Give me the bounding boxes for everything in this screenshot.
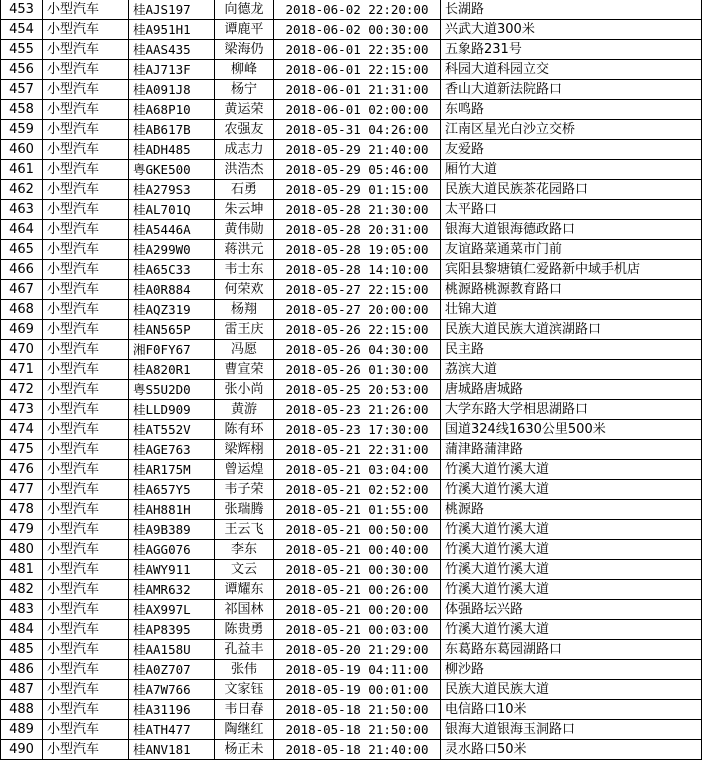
table-row	[1, 540, 702, 560]
plate-number-cell: 桂A299W0	[129, 240, 215, 260]
plate-number-cell: 桂AB617B	[129, 120, 215, 140]
plate-number-cell: 粤GKE500	[129, 160, 215, 180]
violation-time-cell: 2018-05-21 22:31:00	[274, 440, 441, 460]
owner-name-cell: 王云飞	[215, 520, 274, 540]
row-number-cell: 479	[1, 520, 43, 540]
plate-number-cell: 桂A820R1	[129, 360, 215, 380]
owner-name-cell: 杨宁	[215, 80, 274, 100]
plate-number-cell: 桂AT552V	[129, 420, 215, 440]
violation-time-cell: 2018-05-21 00:30:00	[274, 560, 441, 580]
owner-name-cell: 曹宣荣	[215, 360, 274, 380]
row-number-cell: 474	[1, 420, 43, 440]
table-row	[1, 720, 702, 740]
row-number-cell: 480	[1, 540, 43, 560]
table-row	[1, 600, 702, 620]
violation-time-cell: 2018-05-23 17:30:00	[274, 420, 441, 440]
vehicle-type-cell: 小型汽车	[43, 740, 129, 760]
owner-name-cell: 文云	[215, 560, 274, 580]
owner-name-cell: 张小尚	[215, 380, 274, 400]
vehicle-type-cell: 小型汽车	[43, 280, 129, 300]
plate-number-cell: 湘F0FY67	[129, 340, 215, 360]
vehicle-type-cell: 小型汽车	[43, 360, 129, 380]
vehicle-type-cell: 小型汽车	[43, 620, 129, 640]
violation-location-cell: 竹溪大道竹溪大道	[441, 460, 702, 480]
row-number-cell: 473	[1, 400, 43, 420]
violation-location-cell: 江南区星光白沙立交桥	[441, 120, 702, 140]
owner-name-cell: 梁辉栩	[215, 440, 274, 460]
vehicle-type-cell: 小型汽车	[43, 540, 129, 560]
vehicle-type-cell: 小型汽车	[43, 60, 129, 80]
table-row	[1, 60, 702, 80]
violation-time-cell: 2018-06-02 22:20:00	[274, 0, 441, 20]
plate-number-cell: 桂A091J8	[129, 80, 215, 100]
plate-number-cell: 桂A657Y5	[129, 480, 215, 500]
violation-location-cell: 灵水路口50米	[441, 740, 702, 760]
row-number-cell: 487	[1, 680, 43, 700]
owner-name-cell: 曾运煌	[215, 460, 274, 480]
violation-time-cell: 2018-05-28 20:31:00	[274, 220, 441, 240]
violation-time-cell: 2018-05-21 03:04:00	[274, 460, 441, 480]
violation-location-cell: 民族大道民族茶花园路口	[441, 180, 702, 200]
plate-number-cell: 桂AJS197	[129, 0, 215, 20]
table-row	[1, 220, 702, 240]
plate-number-cell: 桂AL701Q	[129, 200, 215, 220]
owner-name-cell: 黄游	[215, 400, 274, 420]
violation-location-cell: 太平路口	[441, 200, 702, 220]
violation-location-cell: 国道324线1630公里500米	[441, 420, 702, 440]
table-row	[1, 480, 702, 500]
row-number-cell: 471	[1, 360, 43, 380]
row-number-cell: 455	[1, 40, 43, 60]
plate-number-cell: 桂ATH477	[129, 720, 215, 740]
violation-location-cell: 电信路口10米	[441, 700, 702, 720]
violation-time-cell: 2018-05-18 21:50:00	[274, 720, 441, 740]
vehicle-type-cell: 小型汽车	[43, 300, 129, 320]
vehicle-type-cell: 小型汽车	[43, 200, 129, 220]
violation-time-cell: 2018-05-23 21:26:00	[274, 400, 441, 420]
row-number-cell: 464	[1, 220, 43, 240]
violation-location-cell: 柳沙路	[441, 660, 702, 680]
table-row	[1, 260, 702, 280]
table-row	[1, 240, 702, 260]
violation-time-cell: 2018-05-28 21:30:00	[274, 200, 441, 220]
violation-time-cell: 2018-05-29 05:46:00	[274, 160, 441, 180]
row-number-cell: 457	[1, 80, 43, 100]
table-row	[1, 460, 702, 480]
plate-number-cell: 桂A0R884	[129, 280, 215, 300]
violation-time-cell: 2018-05-21 00:20:00	[274, 600, 441, 620]
owner-name-cell: 杨正未	[215, 740, 274, 760]
violation-location-cell: 桃源路桃源教育路口	[441, 280, 702, 300]
violation-location-cell: 竹溪大道竹溪大道	[441, 560, 702, 580]
row-number-cell: 461	[1, 160, 43, 180]
vehicle-type-cell: 小型汽车	[43, 420, 129, 440]
violation-time-cell: 2018-05-21 02:52:00	[274, 480, 441, 500]
vehicle-type-cell: 小型汽车	[43, 480, 129, 500]
vehicle-type-cell: 小型汽车	[43, 460, 129, 480]
plate-number-cell: 桂ADH485	[129, 140, 215, 160]
violation-location-cell: 宾阳县黎塘镇仁爱路新中域手机店	[441, 260, 702, 280]
violation-location-cell: 民族大道民族大道滨湖路口	[441, 320, 702, 340]
violation-location-cell: 竹溪大道竹溪大道	[441, 540, 702, 560]
violation-location-cell: 大学东路大学相思湖路口	[441, 400, 702, 420]
row-number-cell: 488	[1, 700, 43, 720]
violation-location-cell: 竹溪大道竹溪大道	[441, 480, 702, 500]
row-number-cell: 477	[1, 480, 43, 500]
violation-location-cell: 民主路	[441, 340, 702, 360]
table-row	[1, 200, 702, 220]
row-number-cell: 453	[1, 0, 43, 20]
vehicle-type-cell: 小型汽车	[43, 320, 129, 340]
plate-number-cell: 桂AGE763	[129, 440, 215, 460]
vehicle-type-cell: 小型汽车	[43, 100, 129, 120]
violation-time-cell: 2018-06-02 00:30:00	[274, 20, 441, 40]
table-row	[1, 500, 702, 520]
owner-name-cell: 陈有环	[215, 420, 274, 440]
violation-time-cell: 2018-05-21 00:03:00	[274, 620, 441, 640]
owner-name-cell: 石勇	[215, 180, 274, 200]
violation-location-cell: 体强路坛兴路	[441, 600, 702, 620]
vehicle-type-cell: 小型汽车	[43, 0, 129, 20]
row-number-cell: 458	[1, 100, 43, 120]
plate-number-cell: 桂A279S3	[129, 180, 215, 200]
plate-number-cell: 粤S5U2D0	[129, 380, 215, 400]
plate-number-cell: 桂AN565P	[129, 320, 215, 340]
plate-number-cell: 桂A31196	[129, 700, 215, 720]
violation-location-cell: 桃源路	[441, 500, 702, 520]
owner-name-cell: 李东	[215, 540, 274, 560]
owner-name-cell: 韦子荣	[215, 480, 274, 500]
vehicle-type-cell: 小型汽车	[43, 560, 129, 580]
violation-location-cell: 兴武大道300米	[441, 20, 702, 40]
violation-location-cell: 五象路231号	[441, 40, 702, 60]
vehicle-type-cell: 小型汽车	[43, 640, 129, 660]
vehicle-type-cell: 小型汽车	[43, 520, 129, 540]
violation-time-cell: 2018-05-26 01:30:00	[274, 360, 441, 380]
violation-location-cell: 香山大道新法院路口	[441, 80, 702, 100]
plate-number-cell: 桂ANV181	[129, 740, 215, 760]
row-number-cell: 490	[1, 740, 43, 760]
plate-number-cell: 桂AR175M	[129, 460, 215, 480]
violation-location-cell: 唐城路唐城路	[441, 380, 702, 400]
plate-number-cell: 桂A5446A	[129, 220, 215, 240]
vehicle-type-cell: 小型汽车	[43, 660, 129, 680]
row-number-cell: 475	[1, 440, 43, 460]
table-row	[1, 160, 702, 180]
plate-number-cell: 桂LLD909	[129, 400, 215, 420]
violation-location-cell: 民族大道民族大道	[441, 680, 702, 700]
plate-number-cell: 桂AAS435	[129, 40, 215, 60]
owner-name-cell: 向德龙	[215, 0, 274, 20]
owner-name-cell: 韦士东	[215, 260, 274, 280]
row-number-cell: 467	[1, 280, 43, 300]
row-number-cell: 486	[1, 660, 43, 680]
owner-name-cell: 农强友	[215, 120, 274, 140]
vehicle-type-cell: 小型汽车	[43, 240, 129, 260]
plate-number-cell: 桂AWY911	[129, 560, 215, 580]
owner-name-cell: 陶继红	[215, 720, 274, 740]
owner-name-cell: 雷王庆	[215, 320, 274, 340]
table-row	[1, 660, 702, 680]
violation-location-cell: 长湖路	[441, 0, 702, 20]
table-row	[1, 40, 702, 60]
table-row	[1, 20, 702, 40]
row-number-cell: 485	[1, 640, 43, 660]
violation-location-cell: 东鸣路	[441, 100, 702, 120]
row-number-cell: 470	[1, 340, 43, 360]
owner-name-cell: 祁国林	[215, 600, 274, 620]
table-row	[1, 440, 702, 460]
owner-name-cell: 柳峰	[215, 60, 274, 80]
violation-time-cell: 2018-05-29 21:40:00	[274, 140, 441, 160]
vehicle-type-cell: 小型汽车	[43, 500, 129, 520]
row-number-cell: 484	[1, 620, 43, 640]
row-number-cell: 481	[1, 560, 43, 580]
table-row	[1, 580, 702, 600]
owner-name-cell: 文家钰	[215, 680, 274, 700]
owner-name-cell: 韦日春	[215, 700, 274, 720]
table-row	[1, 100, 702, 120]
violation-time-cell: 2018-05-21 00:50:00	[274, 520, 441, 540]
owner-name-cell: 陈贵勇	[215, 620, 274, 640]
violation-location-cell: 竹溪大道竹溪大道	[441, 580, 702, 600]
vehicle-type-cell: 小型汽车	[43, 180, 129, 200]
plate-number-cell: 桂A68P10	[129, 100, 215, 120]
violation-time-cell: 2018-05-20 21:29:00	[274, 640, 441, 660]
plate-number-cell: 桂AGG076	[129, 540, 215, 560]
table-row	[1, 640, 702, 660]
plate-number-cell: 桂AQZ319	[129, 300, 215, 320]
vehicle-type-cell: 小型汽车	[43, 40, 129, 60]
table-row	[1, 520, 702, 540]
owner-name-cell: 杨翔	[215, 300, 274, 320]
row-number-cell: 472	[1, 380, 43, 400]
plate-number-cell: 桂A65C33	[129, 260, 215, 280]
violation-time-cell: 2018-05-26 22:15:00	[274, 320, 441, 340]
row-number-cell: 489	[1, 720, 43, 740]
owner-name-cell: 何荣欢	[215, 280, 274, 300]
violation-time-cell: 2018-05-18 21:50:00	[274, 700, 441, 720]
violation-time-cell: 2018-06-01 02:00:00	[274, 100, 441, 120]
owner-name-cell: 洪浩杰	[215, 160, 274, 180]
row-number-cell: 469	[1, 320, 43, 340]
violation-time-cell: 2018-05-21 00:26:00	[274, 580, 441, 600]
vehicle-type-cell: 小型汽车	[43, 160, 129, 180]
owner-name-cell: 张瑞腾	[215, 500, 274, 520]
violation-time-cell: 2018-06-01 22:35:00	[274, 40, 441, 60]
table-row	[1, 120, 702, 140]
vehicle-type-cell: 小型汽车	[43, 140, 129, 160]
vehicle-type-cell: 小型汽车	[43, 380, 129, 400]
violation-location-cell: 荔滨大道	[441, 360, 702, 380]
row-number-cell: 478	[1, 500, 43, 520]
table-row	[1, 380, 702, 400]
violation-time-cell: 2018-06-01 22:15:00	[274, 60, 441, 80]
violation-time-cell: 2018-05-21 00:40:00	[274, 540, 441, 560]
table-row	[1, 700, 702, 720]
violation-time-cell: 2018-05-28 14:10:00	[274, 260, 441, 280]
table-row	[1, 400, 702, 420]
violation-time-cell: 2018-05-26 04:30:00	[274, 340, 441, 360]
violation-location-cell: 科园大道科园立交	[441, 60, 702, 80]
plate-number-cell: 桂AMR632	[129, 580, 215, 600]
table-row	[1, 320, 702, 340]
row-number-cell: 476	[1, 460, 43, 480]
vehicle-type-cell: 小型汽车	[43, 600, 129, 620]
violation-location-cell: 蒲津路蒲津路	[441, 440, 702, 460]
owner-name-cell: 蒋洪元	[215, 240, 274, 260]
table-row	[1, 280, 702, 300]
table-row	[1, 360, 702, 380]
violation-location-cell: 银海大道银海德政路口	[441, 220, 702, 240]
table-row	[1, 140, 702, 160]
table-row	[1, 300, 702, 320]
vehicle-type-cell: 小型汽车	[43, 720, 129, 740]
vehicle-type-cell: 小型汽车	[43, 260, 129, 280]
row-number-cell: 456	[1, 60, 43, 80]
owner-name-cell: 张伟	[215, 660, 274, 680]
violation-time-cell: 2018-05-19 00:01:00	[274, 680, 441, 700]
table-row	[1, 80, 702, 100]
row-number-cell: 465	[1, 240, 43, 260]
violation-time-cell: 2018-06-01 21:31:00	[274, 80, 441, 100]
owner-name-cell: 谭鹿平	[215, 20, 274, 40]
plate-number-cell: 桂A7W766	[129, 680, 215, 700]
owner-name-cell: 成志力	[215, 140, 274, 160]
row-number-cell: 466	[1, 260, 43, 280]
violation-time-cell: 2018-05-29 01:15:00	[274, 180, 441, 200]
vehicle-type-cell: 小型汽车	[43, 440, 129, 460]
plate-number-cell: 桂A0Z707	[129, 660, 215, 680]
vehicle-type-cell: 小型汽车	[43, 700, 129, 720]
row-number-cell: 463	[1, 200, 43, 220]
vehicle-type-cell: 小型汽车	[43, 220, 129, 240]
owner-name-cell: 黄伟勋	[215, 220, 274, 240]
plate-number-cell: 桂AX997L	[129, 600, 215, 620]
table-row	[1, 680, 702, 700]
violation-time-cell: 2018-05-27 20:00:00	[274, 300, 441, 320]
table-row	[1, 0, 702, 20]
table-row	[1, 340, 702, 360]
table-row	[1, 180, 702, 200]
plate-number-cell: 桂AJ713F	[129, 60, 215, 80]
vehicle-type-cell: 小型汽车	[43, 340, 129, 360]
table-row	[1, 420, 702, 440]
table-body	[1, 0, 702, 760]
violation-time-cell: 2018-05-25 20:53:00	[274, 380, 441, 400]
plate-number-cell: 桂AP8395	[129, 620, 215, 640]
violation-time-cell: 2018-05-18 21:40:00	[274, 740, 441, 760]
owner-name-cell: 黄运荣	[215, 100, 274, 120]
table-row	[1, 620, 702, 640]
row-number-cell: 482	[1, 580, 43, 600]
table-row	[1, 740, 702, 760]
table-row	[1, 560, 702, 580]
vehicle-type-cell: 小型汽车	[43, 400, 129, 420]
vehicle-type-cell: 小型汽车	[43, 20, 129, 40]
violation-location-cell: 友爱路	[441, 140, 702, 160]
violation-location-cell: 友谊路菜通菜市门前	[441, 240, 702, 260]
owner-name-cell: 朱云坤	[215, 200, 274, 220]
violation-location-cell: 壮锦大道	[441, 300, 702, 320]
owner-name-cell: 梁海仍	[215, 40, 274, 60]
plate-number-cell: 桂AA158U	[129, 640, 215, 660]
row-number-cell: 459	[1, 120, 43, 140]
owner-name-cell: 冯愿	[215, 340, 274, 360]
vehicle-type-cell: 小型汽车	[43, 680, 129, 700]
violation-location-cell: 东葛路东葛园湖路口	[441, 640, 702, 660]
vehicle-type-cell: 小型汽车	[43, 580, 129, 600]
violation-time-cell: 2018-05-27 22:15:00	[274, 280, 441, 300]
vehicle-type-cell: 小型汽车	[43, 120, 129, 140]
plate-number-cell: 桂A9B389	[129, 520, 215, 540]
owner-name-cell: 孔益丰	[215, 640, 274, 660]
violation-location-cell: 竹溪大道竹溪大道	[441, 520, 702, 540]
violation-location-cell: 厢竹大道	[441, 160, 702, 180]
row-number-cell: 468	[1, 300, 43, 320]
violation-time-cell: 2018-05-28 19:05:00	[274, 240, 441, 260]
vehicle-type-cell: 小型汽车	[43, 80, 129, 100]
row-number-cell: 460	[1, 140, 43, 160]
violation-time-cell: 2018-05-19 04:11:00	[274, 660, 441, 680]
row-number-cell: 462	[1, 180, 43, 200]
violation-location-cell: 银海大道银海玉洞路口	[441, 720, 702, 740]
plate-number-cell: 桂A951H1	[129, 20, 215, 40]
row-number-cell: 483	[1, 600, 43, 620]
violation-time-cell: 2018-05-21 01:55:00	[274, 500, 441, 520]
plate-number-cell: 桂AH881H	[129, 500, 215, 520]
violation-time-cell: 2018-05-31 04:26:00	[274, 120, 441, 140]
row-number-cell: 454	[1, 20, 43, 40]
owner-name-cell: 谭耀东	[215, 580, 274, 600]
violation-location-cell: 竹溪大道竹溪大道	[441, 620, 702, 640]
